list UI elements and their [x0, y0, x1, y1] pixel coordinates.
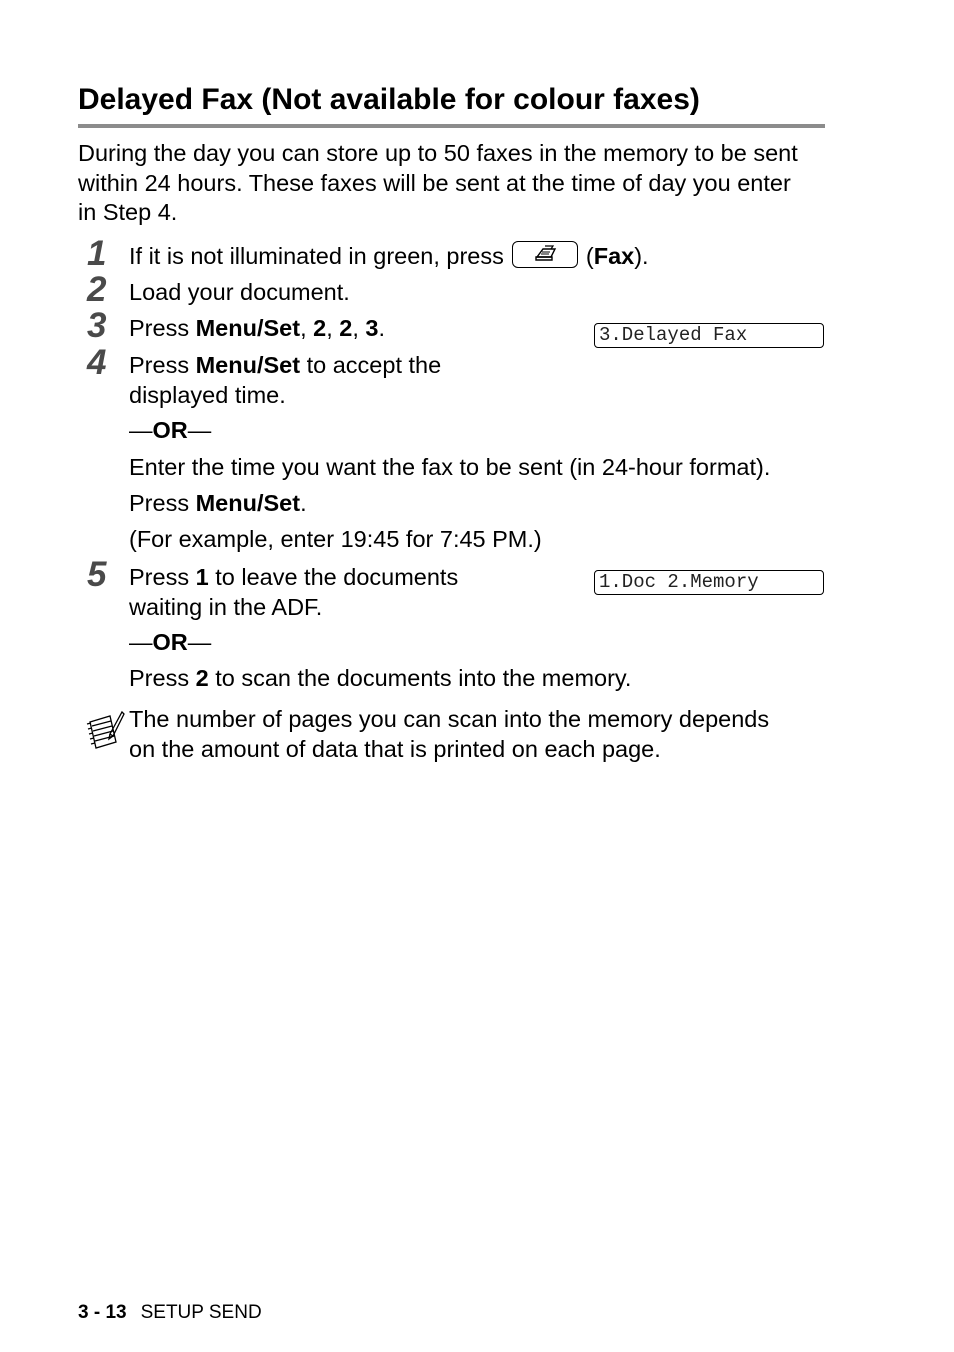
menu-set-key: Menu/Set — [195, 490, 301, 516]
step-4-line — [129, 351, 441, 381]
step-1-instruction: If it is not illuminated in green, press — [129, 243, 504, 269]
note-line: The number of pages you can scan into the memory depends — [129, 706, 770, 732]
text: . — [300, 490, 307, 516]
text: to leave the documents — [208, 564, 459, 590]
step-5-alt — [129, 664, 631, 694]
intro-line: in Step 4. — [78, 199, 178, 225]
text: Press — [129, 490, 196, 516]
paren: ( — [585, 243, 594, 269]
text: Press — [129, 352, 196, 378]
fax-key-button-image — [512, 241, 578, 268]
step-5-line: waiting in the ADF. — [129, 593, 323, 620]
lcd-display-delayed-fax: 3.Delayed Fax — [594, 323, 824, 348]
step-number-4: 4 — [87, 343, 107, 382]
step-4-line: displayed time. — [129, 381, 286, 408]
dash: — — [129, 629, 153, 655]
note-text — [129, 705, 769, 764]
step-number-2: 2 — [87, 270, 107, 309]
key-3: 3 — [365, 315, 379, 341]
lcd-display-doc-memory: 1.Doc 2.Memory — [594, 570, 824, 595]
key-2: 2 — [313, 315, 327, 341]
step-4-alt-press — [129, 489, 307, 519]
fax-machine-icon — [533, 245, 559, 263]
key-1: 1 — [195, 564, 209, 590]
fax-key-label: Fax — [593, 243, 635, 269]
step-number-1: 1 — [87, 234, 107, 273]
or-separator — [129, 628, 211, 658]
title-underline — [78, 124, 825, 128]
dash: — — [187, 417, 212, 443]
menu-set-key: Menu/Set — [195, 315, 301, 341]
dash: — — [187, 629, 212, 655]
intro-paragraph — [78, 139, 798, 228]
intro-line: During the day you can store up to 50 faxes in the memory to be sent — [78, 140, 798, 166]
step-2-text: Load your document. — [129, 279, 350, 305]
step-4-alt-line: Enter the time you want the fax to be sent (in 24-hour format). — [129, 454, 771, 480]
text: . — [378, 315, 386, 341]
page-footer — [78, 1301, 262, 1325]
step-1-text — [129, 242, 649, 272]
text: , — [326, 315, 340, 341]
section-name: SETUP SEND — [140, 1302, 262, 1323]
or-separator — [129, 416, 211, 446]
step-5-text — [129, 563, 458, 622]
step-4-example: (For example, enter 19:45 for 7:45 PM.) — [129, 526, 542, 552]
step-4-text — [129, 351, 441, 410]
text: Press — [129, 665, 196, 691]
paren: ). — [634, 243, 649, 269]
text: to scan the documents into the memory. — [208, 665, 632, 691]
text: to accept the — [300, 352, 442, 378]
text: Press — [129, 564, 196, 590]
dash: — — [129, 417, 153, 443]
note-pencil-icon — [84, 708, 126, 754]
key-2: 2 — [195, 665, 209, 691]
or-label: OR — [152, 629, 188, 655]
intro-line: within 24 hours. These faxes will be sent at the time of day you enter — [78, 169, 791, 196]
text: Press — [129, 315, 196, 341]
page-title: Delayed Fax (Not available for colour faxes) — [78, 83, 700, 116]
page-number: 3 - 13 — [78, 1302, 127, 1323]
menu-set-key: Menu/Set — [195, 352, 301, 378]
step-5-line — [129, 563, 458, 593]
key-2: 2 — [339, 315, 353, 341]
text: , — [300, 315, 314, 341]
or-label: OR — [152, 417, 188, 443]
text: , — [352, 315, 366, 341]
step-number-5: 5 — [87, 555, 107, 594]
note-line: on the amount of data that is printed on each page. — [129, 735, 661, 762]
step-number-3: 3 — [87, 306, 107, 345]
step-3-text — [129, 314, 385, 344]
